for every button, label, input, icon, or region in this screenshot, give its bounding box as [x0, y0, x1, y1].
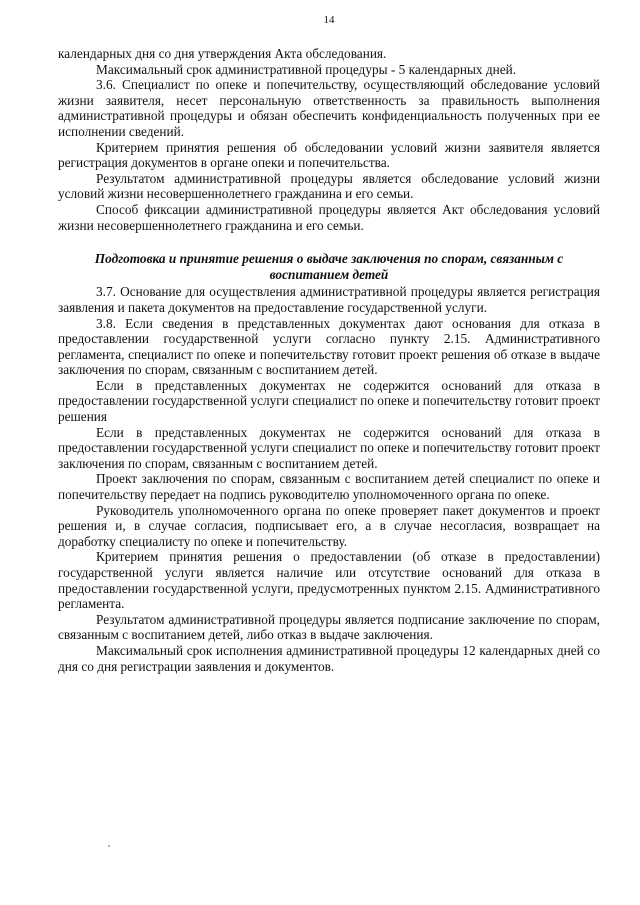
paragraph: Критерием принятия решения об обследовании условий жизни заявителя является регистрация документов в органе опеки и попечительства. — [58, 139, 600, 171]
paragraph: Руководитель уполномоченного органа по опеке проверяет пакет документов и проект решения и, в случае согласия, подписывает его, а в случае несогласия, возвращает на доработку специалисту по опеке и попечительству. — [58, 502, 600, 549]
paragraph: Проект заключения по спорам, связанным с воспитанием детей специалист по опеке и попечительству передает на подпись руководителю уполномоченного органа по опеке. — [58, 471, 600, 503]
paragraph: Результатом административной процедуры является обследование условий жизни условий жизни несовершеннолетнего гражданина и его семьи. — [58, 170, 600, 202]
paragraph: Способ фиксации административной процедуры является Акт обследования условий жизни несовершеннолетнего гражданина и его семьи. — [58, 201, 600, 233]
paragraph: Максимальный срок административной процедуры - 5 календарных дней. — [96, 61, 517, 77]
paragraph: Если в представленных документах не содержится оснований для отказа в предоставлении государственной услуги специалист по опеке и попечительству готовит проект решения — [58, 377, 600, 425]
paragraph: 3.8. Если сведения в представленных документах дают основания для отказа в предоставлении государственной услуги согласно пункту 2.15. Административного регламента, специалист по опеке и попечительству готовит проект решения об отказе в выдаче заключения по спорам, связанным с воспитанием детей. — [58, 315, 600, 378]
paragraph: Критерием принятия решения о предоставлении (об отказе в предоставлении) государственной услуги является наличие или отсутствие оснований для отказа в предоставлении государственной услуги, предусмотренных пунктом 2.15. Административного регламента. — [58, 549, 600, 612]
paragraph: Если в представленных документах не содержится оснований для отказа в предоставлении государственной услуги специалист по опеке и попечительству готовит проект заключения по спорам, связанным с воспитанием детей. — [58, 424, 600, 471]
paragraph: 3.7. Основание для осуществления административной процедуры является регистрация заявления и пакета документов на предоставление государственной услуги. — [58, 284, 600, 315]
page-number: 14 — [323, 14, 335, 26]
scan-artifact — [108, 845, 110, 847]
intro-paragraphs — [58, 46, 600, 233]
section-heading: Подготовка и принятие решения о выдаче заключения по спорам, связанным с воспитанием детей — [94, 251, 564, 282]
paragraph: 3.6. Специалист по опеке и попечительству, осуществляющий обследование условий жизни заявителя, несет персональную ответственность за правильность выполнения административной процедуры и обязан обеспечить конфиденциальность полученных при ее исполнении сведений. — [58, 77, 600, 139]
section-paragraphs — [58, 284, 600, 674]
paragraph: Максимальный срок исполнения административной процедуры 12 календарных дней со дня со дня регистрации заявления и документов. — [58, 642, 600, 674]
document-page — [58, 14, 600, 674]
spacer — [58, 233, 600, 251]
paragraph: Результатом административной процедуры является подписание заключение по спорам, связанным с воспитанием детей, либо отказ в выдаче заключения. — [58, 611, 600, 643]
paragraph: календарных дня со дня утверждения Акта обследования. — [58, 46, 387, 61]
